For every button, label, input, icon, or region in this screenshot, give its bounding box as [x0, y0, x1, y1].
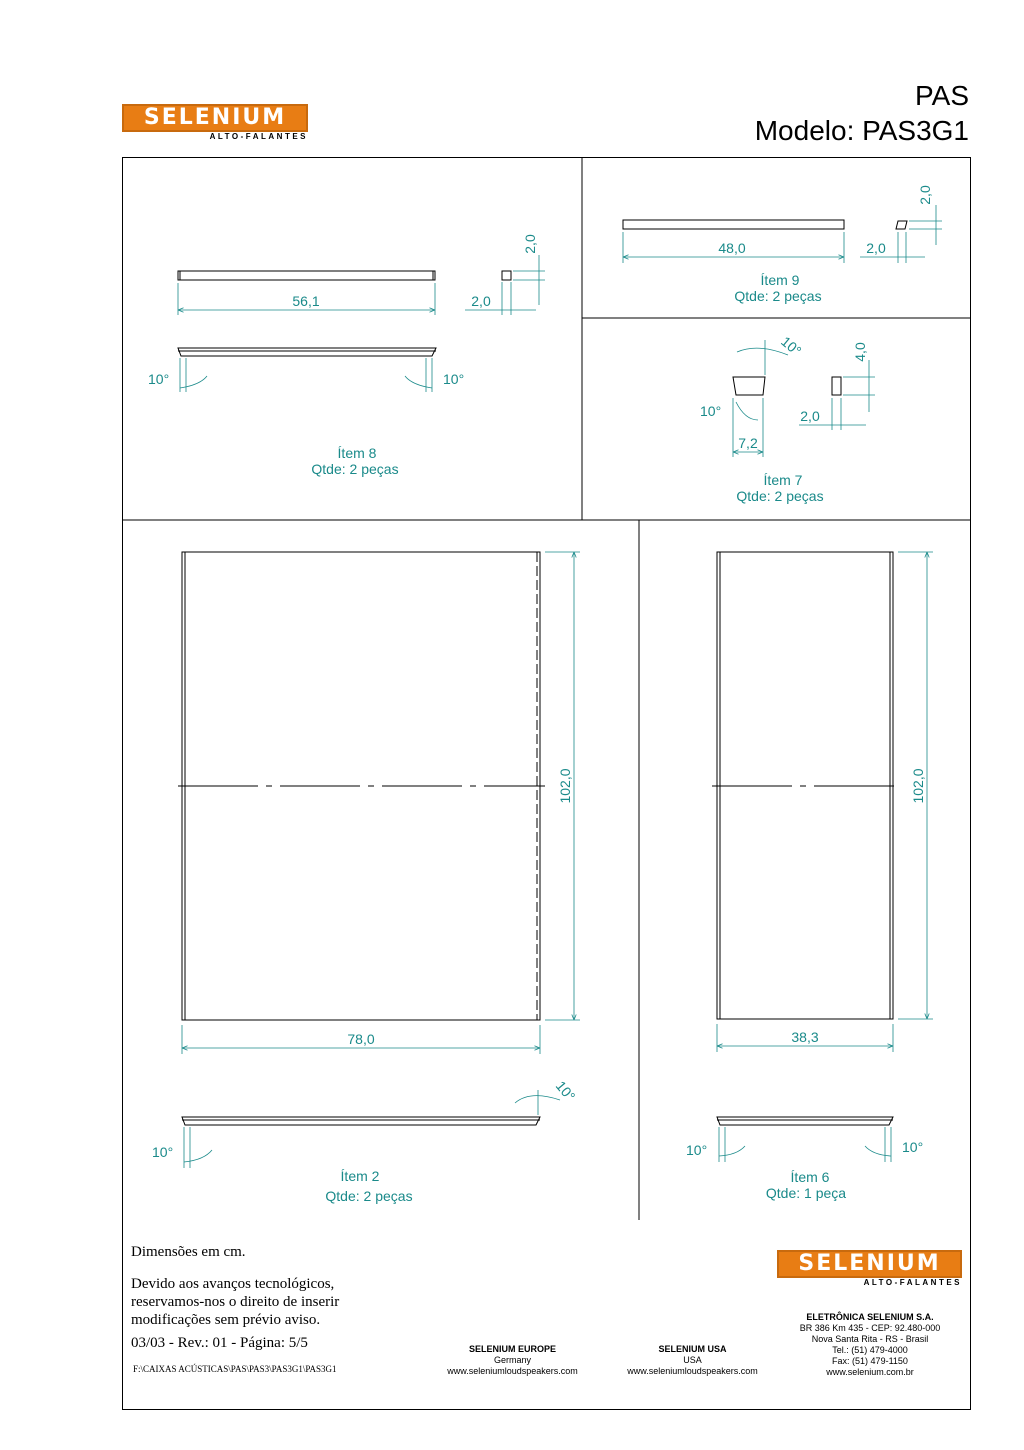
- logo-subtitle-bottom: ALTO-FALANTES: [863, 1278, 962, 1287]
- item8-height: 2,0: [522, 234, 538, 254]
- panel-dividers: [122, 157, 971, 1220]
- europe-contact: [430, 1344, 595, 1377]
- item6-label: Ítem 6: [790, 1169, 830, 1185]
- item7-drawing: [700, 333, 875, 504]
- logo-text-bottom: SELENIUM: [777, 1250, 962, 1278]
- company-name: ELETRÔNICA SELENIUM S.A.: [806, 1312, 934, 1322]
- item2-width: 78,0: [347, 1031, 375, 1047]
- item2-angle-left: 10°: [152, 1144, 174, 1160]
- item9-height: 2,0: [917, 185, 933, 205]
- item6-angle-right: 10°: [902, 1139, 924, 1155]
- usa-country: USA: [683, 1355, 702, 1365]
- item2-height: 102,0: [557, 768, 573, 804]
- notice-line-1: Devido aos avanços tecnológicos,: [131, 1276, 335, 1292]
- item6-width: 38,3: [791, 1029, 819, 1045]
- item9-label: Ítem 9: [760, 272, 800, 288]
- usa-contact: [610, 1344, 775, 1377]
- item2-qty: Qtde: 2 peças: [325, 1188, 413, 1204]
- notice-line-2: reservamos-nos o direito de inserir: [131, 1294, 340, 1310]
- europe-name: SELENIUM EUROPE: [468, 1344, 556, 1354]
- item8-drawing: [148, 234, 545, 477]
- item9-length: 48,0: [718, 240, 746, 256]
- usa-name: SELENIUM USA: [658, 1344, 727, 1354]
- item6-drawing: [686, 552, 933, 1201]
- item8-length: 56,1: [292, 293, 320, 309]
- company-contact: [780, 1312, 960, 1378]
- item7-width: 2,0: [800, 408, 820, 424]
- europe-web[interactable]: www.seleniumloudspeakers.com: [447, 1366, 578, 1376]
- item2-angle-right: 10°: [552, 1077, 579, 1105]
- company-address: BR 386 Km 435 - CEP: 92.480-000: [799, 1323, 941, 1333]
- item6-height: 102,0: [910, 768, 926, 804]
- logo-text: SELENIUM: [122, 104, 308, 132]
- item7-angle-left: 10°: [700, 403, 722, 419]
- item8-angle-left: 10°: [148, 371, 170, 387]
- revision-note: 03/03 - Rev.: 01 - Página: 5/5: [131, 1335, 308, 1351]
- item8-qty: Qtde: 2 peças: [311, 461, 399, 477]
- europe-country: Germany: [493, 1355, 531, 1365]
- item6-qty: Qtde: 1 peça: [765, 1185, 847, 1201]
- item9-width: 2,0: [866, 240, 886, 256]
- file-path: F:\CAIXAS ACÚSTICAS\PAS\PAS3\PAS3G1\PAS3G1: [133, 1364, 337, 1374]
- item8-width: 2,0: [471, 293, 491, 309]
- item2-drawing: [152, 552, 580, 1204]
- model-title: Modelo: PAS3G1: [754, 115, 969, 146]
- page-title: PAS: [915, 80, 969, 111]
- item8-label: Ítem 8: [337, 445, 377, 461]
- selenium-logo-bottom: [777, 1250, 962, 1287]
- notice-line-3: modificações sem prévio aviso.: [131, 1312, 321, 1328]
- item9-qty: Qtde: 2 peças: [734, 288, 822, 304]
- company-city: Nova Santa Rita - RS - Brasil: [811, 1334, 929, 1344]
- item7-qty: Qtde: 2 peças: [736, 488, 824, 504]
- item2-label: Ítem 2: [340, 1168, 380, 1184]
- company-fax: Fax: (51) 479-1150: [832, 1356, 908, 1366]
- item7-angle-top: 10°: [778, 333, 805, 359]
- item6-angle-left: 10°: [686, 1142, 708, 1158]
- logo-subtitle: ALTO-FALANTES: [209, 132, 308, 141]
- company-tel: Tel.: (51) 479-4000: [832, 1345, 908, 1355]
- item7-label: Ítem 7: [763, 472, 803, 488]
- item9-drawing: [623, 185, 942, 304]
- usa-web[interactable]: www.seleniumloudspeakers.com: [627, 1366, 758, 1376]
- company-web[interactable]: www.selenium.com.br: [826, 1367, 914, 1377]
- units-note: Dimensões em cm.: [131, 1244, 246, 1260]
- item7-length: 7,2: [738, 435, 758, 451]
- item8-angle-right: 10°: [443, 371, 465, 387]
- item7-height: 4,0: [852, 342, 868, 362]
